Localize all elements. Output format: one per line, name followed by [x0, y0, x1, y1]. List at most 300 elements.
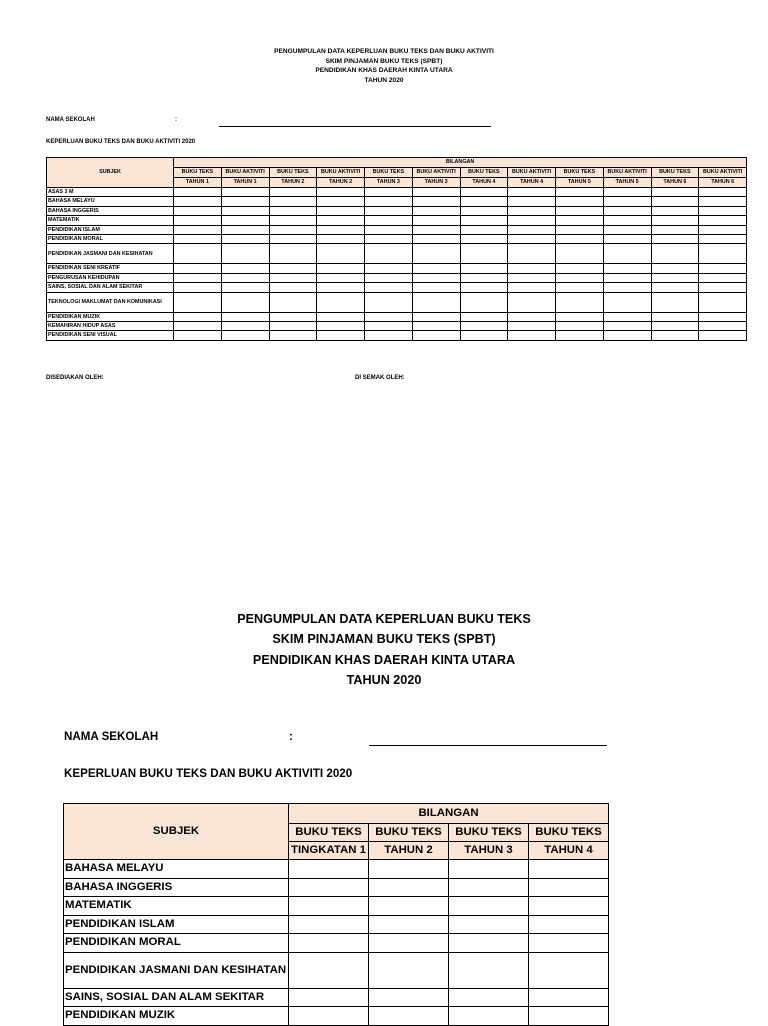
quantity-cell[interactable] [174, 244, 222, 264]
table-row [47, 292, 747, 312]
quantity-cell[interactable] [556, 312, 604, 321]
quantity-cell[interactable] [221, 312, 269, 321]
quantity-cell[interactable] [556, 188, 604, 197]
quantity-cell[interactable] [699, 292, 747, 312]
page2-school-name-line[interactable] [369, 745, 607, 746]
book-type-header: BUKU TEKS [369, 824, 449, 842]
quantity-cell[interactable] [269, 273, 317, 282]
quantity-cell[interactable] [365, 292, 413, 312]
year-header: TAHUN 2 [369, 842, 449, 860]
quantity-cell[interactable] [221, 206, 269, 215]
subject-cell: PENDIDIKAN SENI VISUAL [47, 331, 174, 340]
quantity-cell[interactable] [317, 225, 365, 234]
quantity-cell[interactable] [269, 283, 317, 292]
page1-title-line: PENGUMPULAN DATA KEPERLUAN BUKU TEKS DAN BUKU AKTIVITI [274, 48, 494, 55]
quantity-cell[interactable] [317, 321, 365, 330]
quantity-cell[interactable] [369, 860, 449, 879]
quantity-cell[interactable] [460, 292, 508, 312]
quantity-cell[interactable] [603, 273, 651, 282]
quantity-cell[interactable] [556, 216, 604, 225]
table-row [47, 283, 747, 292]
quantity-cell[interactable] [269, 264, 317, 273]
quantity-cell[interactable] [508, 188, 556, 197]
quantity-cell[interactable] [508, 273, 556, 282]
quantity-cell[interactable] [699, 331, 747, 340]
table-row [47, 216, 747, 225]
quantity-cell[interactable] [174, 225, 222, 234]
quantity-cell[interactable] [174, 321, 222, 330]
quantity-cell[interactable] [651, 234, 699, 243]
quantity-cell[interactable] [289, 915, 369, 934]
quantity-cell[interactable] [699, 206, 747, 215]
quantity-cell[interactable] [529, 952, 609, 988]
quantity-cell[interactable] [174, 264, 222, 273]
subject-cell: PENDIDIKAN MUZIK [64, 1007, 289, 1026]
book-type-header: BUKU AKTIVITI [699, 168, 747, 178]
year-header: TAHUN 1 [221, 178, 269, 188]
quantity-cell[interactable] [603, 206, 651, 215]
quantity-cell[interactable] [651, 273, 699, 282]
table-row [47, 197, 747, 206]
book-type-header: BUKU AKTIVITI [317, 168, 365, 178]
quantity-cell[interactable] [289, 878, 369, 897]
page1-title-block [0, 47, 768, 85]
year-header: TAHUN 3 [449, 842, 529, 860]
year-header: TAHUN 1 [174, 178, 222, 188]
quantity-cell[interactable] [460, 264, 508, 273]
book-type-header: BUKU TEKS [269, 168, 317, 178]
year-header: TAHUN 3 [412, 178, 460, 188]
quantity-cell[interactable] [699, 264, 747, 273]
subject-cell: MATEMATIK [64, 897, 289, 916]
quantity-cell[interactable] [460, 216, 508, 225]
quantity-cell[interactable] [460, 206, 508, 215]
table-row [47, 321, 747, 330]
table-row [47, 331, 747, 340]
quantity-cell[interactable] [412, 216, 460, 225]
quantity-cell[interactable] [317, 283, 365, 292]
page2-requirements-table [63, 803, 609, 1026]
quantity-cell[interactable] [412, 188, 460, 197]
book-type-header: BUKU AKTIVITI [508, 168, 556, 178]
quantity-cell[interactable] [508, 321, 556, 330]
quantity-cell[interactable] [369, 1007, 449, 1026]
quantity-cell[interactable] [369, 915, 449, 934]
quantity-cell[interactable] [174, 331, 222, 340]
quantity-cell[interactable] [174, 273, 222, 282]
quantity-cell[interactable] [529, 860, 609, 879]
quantity-cell[interactable] [699, 312, 747, 321]
table-row [64, 988, 609, 1007]
quantity-cell[interactable] [556, 197, 604, 206]
quantity-cell[interactable] [221, 264, 269, 273]
quantity-cell[interactable] [460, 197, 508, 206]
quantity-cell[interactable] [365, 188, 413, 197]
subject-cell: SAINS, SOSIAL DAN ALAM SEKITAR [47, 283, 174, 292]
page1-disemak-label: DI SEMAK OLEH: [355, 375, 405, 381]
year-header: TAHUN 4 [508, 178, 556, 188]
page1-disediakan-label: DISEDIAKAN OLEH: [46, 375, 104, 381]
quantity-cell[interactable] [449, 897, 529, 916]
quantity-cell[interactable] [460, 225, 508, 234]
quantity-cell[interactable] [699, 234, 747, 243]
quantity-cell[interactable] [221, 234, 269, 243]
book-type-header: BUKU TEKS [365, 168, 413, 178]
quantity-cell[interactable] [365, 206, 413, 215]
quantity-cell[interactable] [174, 234, 222, 243]
page1-nama-sekolah-label: NAMA SEKOLAH [46, 117, 95, 123]
table-row [64, 860, 609, 879]
quantity-cell[interactable] [529, 878, 609, 897]
quantity-cell[interactable] [221, 188, 269, 197]
quantity-cell[interactable] [221, 321, 269, 330]
page1-requirements-table [46, 157, 747, 341]
quantity-cell[interactable] [289, 988, 369, 1007]
quantity-cell[interactable] [269, 188, 317, 197]
page1-school-name-line[interactable] [219, 126, 491, 127]
book-type-header: BUKU AKTIVITI [603, 168, 651, 178]
book-type-header: BUKU AKTIVITI [412, 168, 460, 178]
quantity-cell[interactable] [699, 188, 747, 197]
quantity-cell[interactable] [174, 283, 222, 292]
quantity-cell[interactable] [556, 234, 604, 243]
table-row [47, 264, 747, 273]
quantity-cell[interactable] [365, 225, 413, 234]
quantity-cell[interactable] [508, 225, 556, 234]
subject-cell: BAHASA INGGERIS [47, 206, 174, 215]
quantity-cell[interactable] [651, 292, 699, 312]
quantity-cell[interactable] [365, 264, 413, 273]
year-header: TINGKATAN 1 [289, 842, 369, 860]
quantity-cell[interactable] [449, 988, 529, 1007]
quantity-cell[interactable] [412, 283, 460, 292]
quantity-cell[interactable] [651, 264, 699, 273]
quantity-cell[interactable] [603, 197, 651, 206]
quantity-cell[interactable] [508, 283, 556, 292]
quantity-cell[interactable] [460, 312, 508, 321]
quantity-cell[interactable] [603, 321, 651, 330]
quantity-cell[interactable] [289, 860, 369, 879]
page2-colon: : [289, 730, 293, 743]
quantity-cell[interactable] [529, 988, 609, 1007]
quantity-cell[interactable] [603, 283, 651, 292]
quantity-cell[interactable] [556, 244, 604, 264]
quantity-cell[interactable] [529, 1007, 609, 1026]
subject-cell: PENDIDIKAN ISLAM [64, 915, 289, 934]
quantity-cell[interactable] [508, 197, 556, 206]
table-row [64, 952, 609, 988]
quantity-cell[interactable] [651, 197, 699, 206]
quantity-cell[interactable] [412, 244, 460, 264]
quantity-cell[interactable] [412, 312, 460, 321]
quantity-cell[interactable] [221, 244, 269, 264]
quantity-cell[interactable] [369, 952, 449, 988]
quantity-cell[interactable] [529, 934, 609, 953]
quantity-cell[interactable] [317, 312, 365, 321]
quantity-cell[interactable] [365, 197, 413, 206]
quantity-cell[interactable] [269, 197, 317, 206]
quantity-cell[interactable] [651, 244, 699, 264]
page1-title-line: TAHUN 2020 [364, 76, 404, 84]
quantity-cell[interactable] [317, 244, 365, 264]
quantity-cell[interactable] [603, 331, 651, 340]
table-row [47, 225, 747, 234]
quantity-cell[interactable] [603, 244, 651, 264]
quantity-cell[interactable] [221, 216, 269, 225]
quantity-cell[interactable] [556, 264, 604, 273]
document-page-2 [0, 560, 768, 1024]
quantity-cell[interactable] [460, 188, 508, 197]
quantity-cell[interactable] [221, 292, 269, 312]
quantity-cell[interactable] [651, 283, 699, 292]
subject-cell: TEKNOLOGI MAKLUMAT DAN KOMUNIKASI [47, 292, 174, 312]
subject-cell: PENDIDIKAN SENI KREATIF [47, 264, 174, 273]
quantity-cell[interactable] [556, 331, 604, 340]
quantity-cell[interactable] [651, 216, 699, 225]
year-header: TAHUN 6 [699, 178, 747, 188]
quantity-cell[interactable] [269, 206, 317, 215]
subject-cell: KEMAHIRAN HIDUP ASAS [47, 321, 174, 330]
quantity-cell[interactable] [289, 1007, 369, 1026]
quantity-cell[interactable] [317, 273, 365, 282]
page2-title-line: PENGUMPULAN DATA KEPERLUAN BUKU TEKS [237, 612, 531, 626]
page2-title-line: SKIM PINJAMAN BUKU TEKS (SPBT) [272, 632, 496, 647]
quantity-cell[interactable] [603, 188, 651, 197]
subject-cell: PENDIDIKAN ISLAM [47, 225, 174, 234]
quantity-cell[interactable] [508, 331, 556, 340]
subject-cell: BAHASA MELAYU [47, 197, 174, 206]
quantity-cell[interactable] [369, 934, 449, 953]
table-row [47, 312, 747, 321]
quantity-cell[interactable] [221, 273, 269, 282]
quantity-cell[interactable] [317, 206, 365, 215]
quantity-cell[interactable] [449, 878, 529, 897]
table-row [64, 934, 609, 953]
quantity-cell[interactable] [174, 312, 222, 321]
quantity-cell[interactable] [221, 197, 269, 206]
quantity-cell[interactable] [508, 206, 556, 215]
subjek-header: SUBJEK [47, 158, 174, 188]
quantity-cell[interactable] [269, 244, 317, 264]
subject-cell: PENDIDIKAN MUZIK [47, 312, 174, 321]
quantity-cell[interactable] [365, 321, 413, 330]
subjek-header: SUBJEK [64, 804, 289, 860]
quantity-cell[interactable] [174, 206, 222, 215]
table-row [47, 273, 747, 282]
quantity-cell[interactable] [221, 283, 269, 292]
page2-title-line: TAHUN 2020 [346, 673, 422, 688]
quantity-cell[interactable] [508, 312, 556, 321]
quantity-cell[interactable] [365, 234, 413, 243]
bilangan-header: BILANGAN [289, 804, 609, 824]
quantity-cell[interactable] [449, 915, 529, 934]
quantity-cell[interactable] [365, 331, 413, 340]
quantity-cell[interactable] [412, 331, 460, 340]
quantity-cell[interactable] [651, 225, 699, 234]
quantity-cell[interactable] [603, 216, 651, 225]
quantity-cell[interactable] [412, 206, 460, 215]
book-type-header: BUKU AKTIVITI [221, 168, 269, 178]
quantity-cell[interactable] [460, 331, 508, 340]
quantity-cell[interactable] [556, 292, 604, 312]
quantity-cell[interactable] [174, 188, 222, 197]
quantity-cell[interactable] [174, 197, 222, 206]
table-row [47, 188, 747, 197]
quantity-cell[interactable] [603, 312, 651, 321]
subject-cell: BAHASA INGGERIS [64, 878, 289, 897]
quantity-cell[interactable] [369, 988, 449, 1007]
quantity-cell[interactable] [269, 292, 317, 312]
book-type-header: BUKU TEKS [174, 168, 222, 178]
quantity-cell[interactable] [603, 234, 651, 243]
quantity-cell[interactable] [269, 321, 317, 330]
quantity-cell[interactable] [449, 952, 529, 988]
quantity-cell[interactable] [365, 273, 413, 282]
quantity-cell[interactable] [174, 216, 222, 225]
quantity-cell[interactable] [269, 312, 317, 321]
quantity-cell[interactable] [508, 264, 556, 273]
bilangan-header: BILANGAN [174, 158, 747, 168]
subject-cell: SAINS, SOSIAL DAN ALAM SEKITAR [64, 988, 289, 1007]
page1-keperluan-label: KEPERLUAN BUKU TEKS DAN BUKU AKTIVITI 2020 [46, 139, 196, 145]
quantity-cell[interactable] [460, 283, 508, 292]
quantity-cell[interactable] [603, 264, 651, 273]
subject-cell: PENDIDIKAN MORAL [64, 934, 289, 953]
quantity-cell[interactable] [508, 292, 556, 312]
quantity-cell[interactable] [221, 331, 269, 340]
quantity-cell[interactable] [556, 321, 604, 330]
book-type-header: BUKU TEKS [651, 168, 699, 178]
quantity-cell[interactable] [365, 244, 413, 264]
quantity-cell[interactable] [412, 292, 460, 312]
quantity-cell[interactable] [460, 321, 508, 330]
page2-title-block [0, 609, 768, 691]
quantity-cell[interactable] [221, 225, 269, 234]
quantity-cell[interactable] [412, 234, 460, 243]
year-header: TAHUN 2 [317, 178, 365, 188]
quantity-cell[interactable] [508, 234, 556, 243]
subject-cell: PENDIDIKAN JASMANI DAN KESIHATAN [47, 244, 174, 264]
quantity-cell[interactable] [699, 244, 747, 264]
quantity-cell[interactable] [699, 321, 747, 330]
quantity-cell[interactable] [449, 1007, 529, 1026]
page1-title-line: SKIM PINJAMAN BUKU TEKS (SPBT) [325, 57, 443, 65]
quantity-cell[interactable] [603, 292, 651, 312]
quantity-cell[interactable] [269, 234, 317, 243]
table-row [64, 878, 609, 897]
subject-cell: PENDIDIKAN MORAL [47, 234, 174, 243]
quantity-cell[interactable] [460, 273, 508, 282]
quantity-cell[interactable] [365, 312, 413, 321]
quantity-cell[interactable] [651, 206, 699, 215]
page1-title-line: PENDIDIKAN KHAS DAERAH KINTA UTARA [315, 67, 453, 75]
quantity-cell[interactable] [317, 188, 365, 197]
quantity-cell[interactable] [651, 331, 699, 340]
subject-cell: PENDIDIKAN JASMANI DAN KESIHATAN [64, 952, 289, 988]
quantity-cell[interactable] [174, 292, 222, 312]
subject-cell: BAHASA MELAYU [64, 860, 289, 879]
quantity-cell[interactable] [317, 264, 365, 273]
quantity-cell[interactable] [556, 283, 604, 292]
quantity-cell[interactable] [317, 331, 365, 340]
table-row [64, 897, 609, 916]
quantity-cell[interactable] [651, 321, 699, 330]
year-header: TAHUN 4 [529, 842, 609, 860]
quantity-cell[interactable] [556, 273, 604, 282]
quantity-cell[interactable] [269, 331, 317, 340]
book-type-header: BUKU TEKS [529, 824, 609, 842]
quantity-cell[interactable] [508, 244, 556, 264]
quantity-cell[interactable] [289, 897, 369, 916]
quantity-cell[interactable] [365, 216, 413, 225]
table-row [47, 244, 747, 264]
quantity-cell[interactable] [317, 234, 365, 243]
quantity-cell[interactable] [529, 915, 609, 934]
quantity-cell[interactable] [412, 321, 460, 330]
quantity-cell[interactable] [699, 197, 747, 206]
quantity-cell[interactable] [365, 283, 413, 292]
quantity-cell[interactable] [289, 934, 369, 953]
quantity-cell[interactable] [603, 225, 651, 234]
quantity-cell[interactable] [699, 283, 747, 292]
quantity-cell[interactable] [269, 216, 317, 225]
table-row [64, 1007, 609, 1026]
quantity-cell[interactable] [556, 225, 604, 234]
table-row [47, 206, 747, 215]
quantity-cell[interactable] [699, 216, 747, 225]
page2-nama-sekolah-label: NAMA SEKOLAH [64, 730, 159, 743]
quantity-cell[interactable] [317, 197, 365, 206]
quantity-cell[interactable] [556, 206, 604, 215]
quantity-cell[interactable] [460, 234, 508, 243]
quantity-cell[interactable] [651, 312, 699, 321]
quantity-cell[interactable] [449, 860, 529, 879]
quantity-cell[interactable] [412, 225, 460, 234]
quantity-cell[interactable] [460, 244, 508, 264]
subject-cell: MATEMATIK [47, 216, 174, 225]
quantity-cell[interactable] [289, 952, 369, 988]
quantity-cell[interactable] [449, 934, 529, 953]
table-row [64, 915, 609, 934]
table-row [47, 234, 747, 243]
book-type-header: BUKU TEKS [556, 168, 604, 178]
year-header: TAHUN 2 [269, 178, 317, 188]
quantity-cell[interactable] [529, 897, 609, 916]
quantity-cell[interactable] [369, 878, 449, 897]
quantity-cell[interactable] [317, 216, 365, 225]
quantity-cell[interactable] [651, 188, 699, 197]
quantity-cell[interactable] [412, 197, 460, 206]
quantity-cell[interactable] [412, 273, 460, 282]
quantity-cell[interactable] [369, 897, 449, 916]
page2-title-line: PENDIDIKAN KHAS DAERAH KINTA UTARA [252, 652, 516, 667]
subject-cell: PENGURUSAN KEHIDUPAN [47, 273, 174, 282]
quantity-cell[interactable] [269, 225, 317, 234]
book-type-header: BUKU TEKS [460, 168, 508, 178]
quantity-cell[interactable] [699, 225, 747, 234]
quantity-cell[interactable] [699, 273, 747, 282]
book-type-header: BUKU TEKS [449, 824, 529, 842]
quantity-cell[interactable] [508, 216, 556, 225]
subject-cell: ASAS 3 M [47, 188, 174, 197]
year-header: TAHUN 3 [365, 178, 413, 188]
quantity-cell[interactable] [317, 292, 365, 312]
year-header: TAHUN 5 [556, 178, 604, 188]
year-header: TAHUN 6 [651, 178, 699, 188]
quantity-cell[interactable] [412, 264, 460, 273]
year-header: TAHUN 5 [603, 178, 651, 188]
page2-keperluan-label: KEPERLUAN BUKU TEKS DAN BUKU AKTIVITI 2020 [64, 767, 353, 780]
